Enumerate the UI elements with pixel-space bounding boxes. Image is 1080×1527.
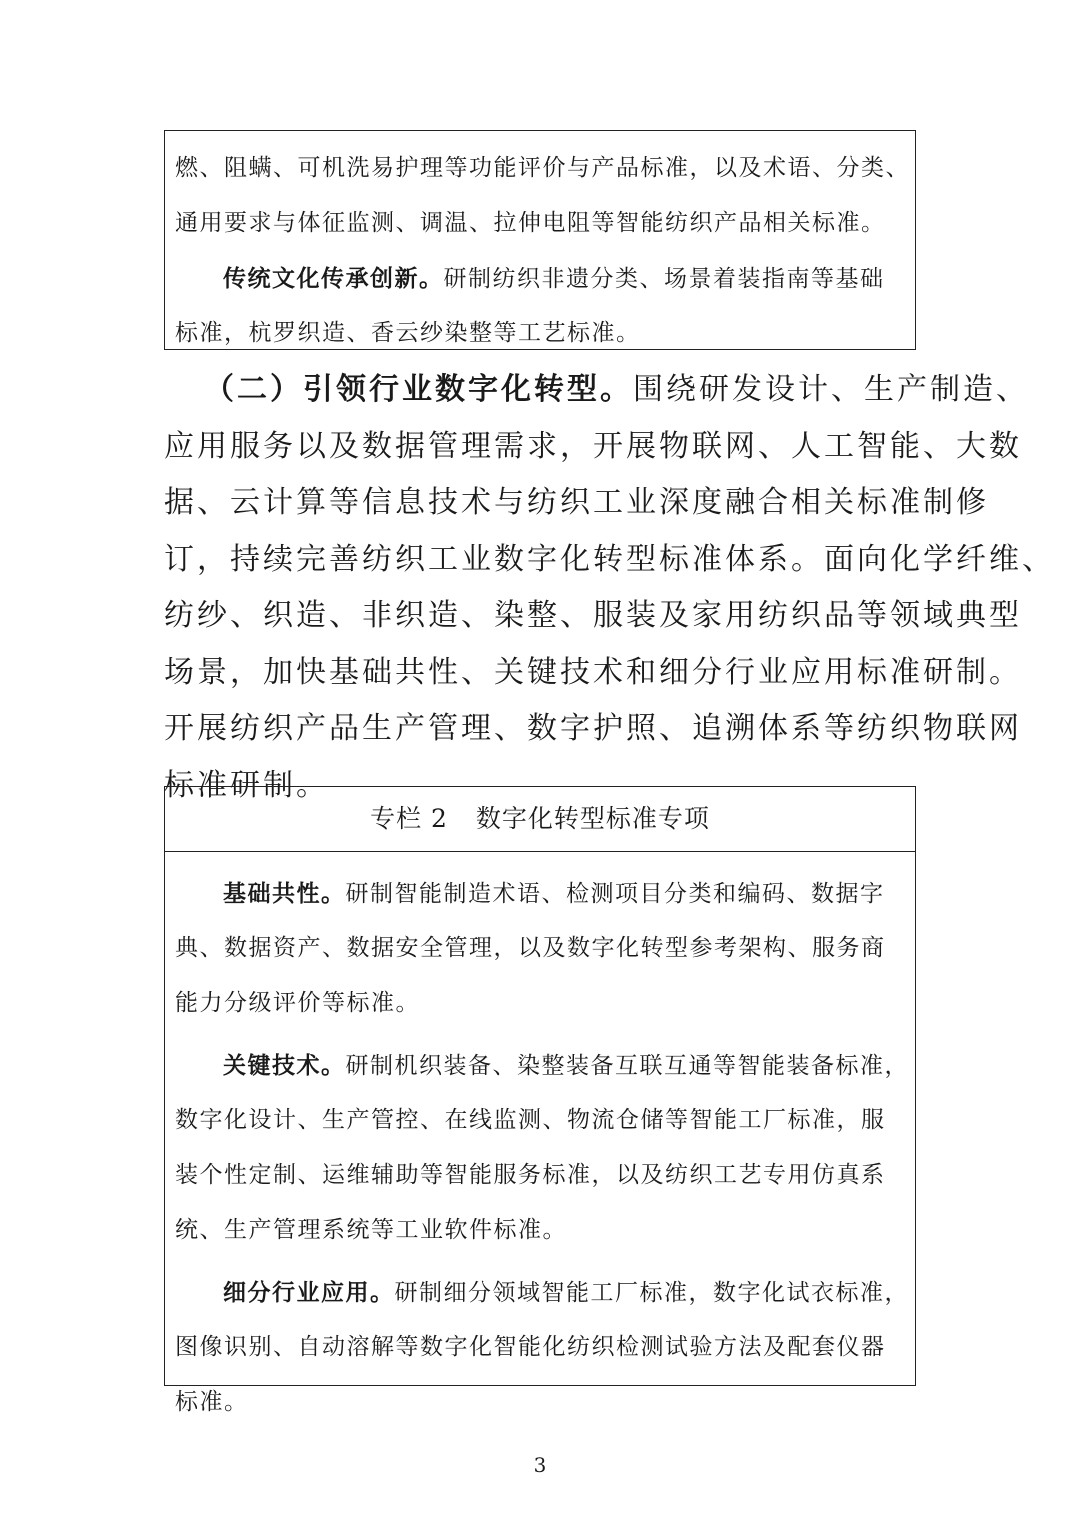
box-paragraph-line bbox=[175, 251, 905, 306]
section-heading-line bbox=[164, 362, 1029, 419]
box-text-line: 数字化设计、生产管控、在线监测、物流仓储等智能工厂标准，服 bbox=[175, 1107, 886, 1133]
section-heading: （二）引领行业数字化转型。 bbox=[204, 372, 633, 407]
section-text-line: 标准研制。 bbox=[164, 767, 329, 803]
paragraph-lead: 关键技术。 bbox=[223, 1052, 346, 1079]
box-text-line: 图像识别、自动溶解等数字化智能化纺织检测试验方法及配套仪器 bbox=[175, 1334, 886, 1360]
column-box-body bbox=[165, 852, 915, 1430]
column-box-2 bbox=[164, 786, 916, 1415]
paragraph-text: 研制纺织非遗分类、场景着装指南等基础 bbox=[443, 266, 885, 292]
section-body bbox=[164, 362, 1055, 814]
box-paragraph-line bbox=[175, 1265, 909, 1320]
box-text-line: 燃、阻螨、可机洗易护理等功能评价与产品标准，以及术语、分类、 bbox=[175, 155, 910, 181]
section-text-line: 据、云计算等信息技术与纺织工业深度融合相关标准制修 bbox=[164, 485, 989, 520]
box-paragraph-line bbox=[175, 1038, 909, 1093]
box-paragraph-line bbox=[175, 866, 905, 921]
box-text-line: 标准，杭罗织造、香云纱染整等工艺标准。 bbox=[175, 320, 641, 346]
paragraph-lead: 传统文化传承创新。 bbox=[223, 265, 444, 292]
paragraph-text: 研制细分领域智能工厂标准，数字化试衣标准， bbox=[394, 1280, 909, 1306]
column-box-header bbox=[165, 787, 915, 852]
box-text-line: 装个性定制、运维辅助等智能服务标准，以及纺织工艺专用仿真系 bbox=[175, 1162, 886, 1188]
box-text-line: 统、生产管理系统等工业软件标准。 bbox=[175, 1217, 567, 1243]
page-number: 3 bbox=[533, 1453, 547, 1477]
box-text-line: 标准。 bbox=[175, 1389, 249, 1415]
section-text-line: 应用服务以及数据管理需求，开展物联网、人工智能、大数 bbox=[164, 428, 1022, 464]
paragraph-lead: 基础共性。 bbox=[223, 880, 346, 907]
section-text-line: 纺纱、织造、非织造、染整、服装及家用纺织品等领域典型 bbox=[164, 598, 1022, 633]
column-title: 数字化转型标准专项 bbox=[475, 804, 710, 833]
paragraph-lead: 细分行业应用。 bbox=[223, 1279, 395, 1306]
section-text-line: 开展纺织产品生产管理、数字护照、追溯体系等纺织物联网 bbox=[164, 711, 1022, 746]
column-box-continued bbox=[164, 130, 916, 350]
column-label: 专栏 2 bbox=[370, 804, 448, 833]
paragraph-text: 研制机织装备、染整装备互联互通等智能装备标准， bbox=[345, 1053, 909, 1079]
section-text-line: 订，持续完善纺织工业数字化转型标准体系。面向化学纤维、 bbox=[164, 541, 1055, 577]
section-text-line: 场景，加快基础共性、关键技术和细分行业应用标准研制。 bbox=[164, 654, 1022, 690]
paragraph-text: 研制智能制造术语、检测项目分类和编码、数据字 bbox=[345, 881, 885, 907]
section-text: 围绕研发设计、生产制造、 bbox=[633, 372, 1029, 407]
box-text-line: 典、数据资产、数据安全管理，以及数字化转型参考架构、服务商 bbox=[175, 935, 886, 961]
box-text-line: 能力分级评价等标准。 bbox=[175, 990, 420, 1016]
box-text-line: 通用要求与体征监测、调温、拉伸电阻等智能纺织产品相关标准。 bbox=[175, 210, 886, 236]
